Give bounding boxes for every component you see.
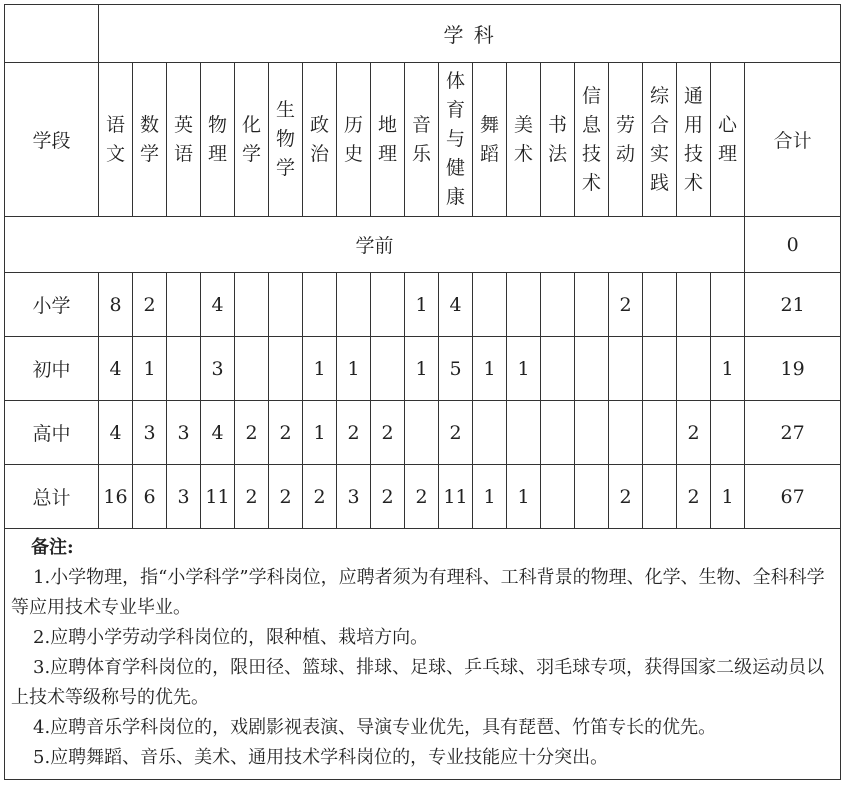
count-cell: 16	[99, 465, 133, 529]
subject-label: 物理	[208, 113, 228, 165]
count-cell: 3	[167, 401, 201, 465]
count-cell: 3	[337, 465, 371, 529]
row-total-cell: 21	[745, 273, 841, 337]
count-cell: 1	[405, 273, 439, 337]
count-cell	[609, 401, 643, 465]
subject-label: 音乐	[412, 113, 432, 165]
count-cell	[575, 273, 609, 337]
count-cell	[575, 401, 609, 465]
stage-cell: 高中	[5, 401, 99, 465]
count-cell	[235, 337, 269, 401]
count-cell: 5	[439, 337, 473, 401]
subject-header	[643, 63, 677, 217]
count-cell	[541, 465, 575, 529]
subject-label: 心理	[718, 113, 738, 165]
subject-header	[473, 63, 507, 217]
count-cell: 2	[609, 465, 643, 529]
count-cell: 2	[371, 465, 405, 529]
row-total-cell: 27	[745, 401, 841, 465]
count-cell: 2	[235, 401, 269, 465]
count-cell: 2	[133, 273, 167, 337]
count-cell	[371, 337, 405, 401]
count-cell: 3	[201, 337, 235, 401]
preschool-label: 学前	[5, 217, 745, 273]
count-cell: 2	[269, 465, 303, 529]
count-cell: 2	[677, 465, 711, 529]
count-cell	[677, 273, 711, 337]
stage-cell: 总计	[5, 465, 99, 529]
count-cell	[507, 273, 541, 337]
count-cell	[167, 273, 201, 337]
subject-header	[405, 63, 439, 217]
count-cell	[371, 273, 405, 337]
count-cell: 2	[405, 465, 439, 529]
count-cell: 4	[439, 273, 473, 337]
subject-header	[133, 63, 167, 217]
count-cell	[643, 273, 677, 337]
count-cell: 11	[201, 465, 235, 529]
table-row	[5, 465, 841, 529]
subject-group-header: 学 科	[99, 5, 841, 63]
subject-label: 信息技术	[582, 84, 602, 194]
count-cell: 1	[711, 465, 745, 529]
count-cell	[575, 337, 609, 401]
count-cell	[575, 465, 609, 529]
count-cell	[269, 273, 303, 337]
subject-label: 地理	[378, 113, 398, 165]
subject-label: 美术	[514, 113, 534, 165]
subject-header	[711, 63, 745, 217]
note-item: 5.应聘舞蹈、音乐、美术、通用技术学科岗位的，专业技能应十分突出。	[33, 747, 609, 768]
notes-cell	[5, 529, 841, 780]
count-cell: 3	[167, 465, 201, 529]
count-cell	[303, 273, 337, 337]
count-cell	[541, 401, 575, 465]
subject-header	[541, 63, 575, 217]
count-cell: 4	[201, 401, 235, 465]
recruitment-table	[4, 4, 841, 780]
count-cell: 1	[337, 337, 371, 401]
count-cell	[235, 273, 269, 337]
note-item: 4.应聘音乐学科岗位的，戏剧影视表演、导演专业优先，具有琵琶、竹笛专长的优先。	[33, 717, 717, 738]
count-cell: 1	[133, 337, 167, 401]
row-total-cell: 67	[745, 465, 841, 529]
subject-label: 劳动	[616, 113, 636, 165]
subject-label: 语文	[106, 113, 126, 165]
subject-header	[337, 63, 371, 217]
note-item: 1.小学物理，指“小学科学”学科岗位，应聘者须为有理科、工科背景的物理、化学、生物、全科科学等应用技术专业毕业。	[11, 567, 825, 618]
count-cell	[609, 337, 643, 401]
count-cell	[405, 401, 439, 465]
table-row	[5, 401, 841, 465]
count-cell: 1	[507, 465, 541, 529]
subject-label: 化学	[242, 113, 262, 165]
total-header: 合计	[745, 63, 841, 217]
note-item: 2.应聘小学劳动学科岗位的，限种植、栽培方向。	[33, 627, 429, 648]
stage-cell: 小学	[5, 273, 99, 337]
note-item: 3.应聘体育学科岗位的，限田径、篮球、排球、足球、乒乓球、羽毛球专项，获得国家二级运动员以上技术等级称号的优先。	[11, 657, 825, 708]
count-cell: 2	[303, 465, 337, 529]
stage-header: 学段	[5, 63, 99, 217]
count-cell: 6	[133, 465, 167, 529]
count-cell: 11	[439, 465, 473, 529]
subject-label: 体育与健康	[446, 70, 466, 208]
subject-header	[201, 63, 235, 217]
count-cell	[643, 465, 677, 529]
notes-title: 备注:	[31, 537, 74, 558]
subject-label: 英语	[174, 113, 194, 165]
subject-header	[371, 63, 405, 217]
subject-label: 书法	[548, 113, 568, 165]
count-cell: 1	[473, 337, 507, 401]
count-cell	[677, 337, 711, 401]
subject-header	[439, 63, 473, 217]
count-cell	[507, 401, 541, 465]
table-row	[5, 337, 841, 401]
count-cell: 1	[303, 401, 337, 465]
count-cell	[473, 401, 507, 465]
count-cell: 1	[473, 465, 507, 529]
count-cell: 1	[405, 337, 439, 401]
count-cell: 1	[303, 337, 337, 401]
count-cell: 4	[99, 337, 133, 401]
count-cell	[711, 273, 745, 337]
subject-header	[575, 63, 609, 217]
subject-label: 生物学	[276, 99, 296, 179]
subject-header	[609, 63, 643, 217]
subject-label: 政治	[310, 113, 330, 165]
table-row	[5, 273, 841, 337]
count-cell	[269, 337, 303, 401]
subject-label: 历史	[344, 113, 364, 165]
count-cell: 2	[337, 401, 371, 465]
count-cell: 4	[99, 401, 133, 465]
count-cell	[643, 337, 677, 401]
count-cell: 1	[507, 337, 541, 401]
subject-label: 通用技术	[684, 84, 704, 194]
count-cell	[473, 273, 507, 337]
count-cell	[541, 337, 575, 401]
count-cell: 2	[235, 465, 269, 529]
count-cell: 3	[133, 401, 167, 465]
count-cell: 8	[99, 273, 133, 337]
subject-header	[167, 63, 201, 217]
count-cell: 1	[711, 337, 745, 401]
stage-cell: 初中	[5, 337, 99, 401]
subject-header	[303, 63, 337, 217]
count-cell: 2	[677, 401, 711, 465]
count-cell: 2	[439, 401, 473, 465]
count-cell	[167, 337, 201, 401]
count-cell: 2	[609, 273, 643, 337]
count-cell	[337, 273, 371, 337]
count-cell	[643, 401, 677, 465]
preschool-total: 0	[745, 217, 841, 273]
count-cell	[711, 401, 745, 465]
subject-header	[269, 63, 303, 217]
subject-header	[677, 63, 711, 217]
subject-header	[99, 63, 133, 217]
subject-header	[507, 63, 541, 217]
count-cell	[541, 273, 575, 337]
row-total-cell: 19	[745, 337, 841, 401]
subject-label: 舞蹈	[480, 113, 500, 165]
count-cell: 4	[201, 273, 235, 337]
subject-header	[235, 63, 269, 217]
count-cell: 2	[371, 401, 405, 465]
subject-label: 数学	[140, 113, 160, 165]
corner-cell	[5, 5, 99, 63]
count-cell: 2	[269, 401, 303, 465]
subject-label: 综合实践	[650, 84, 670, 194]
